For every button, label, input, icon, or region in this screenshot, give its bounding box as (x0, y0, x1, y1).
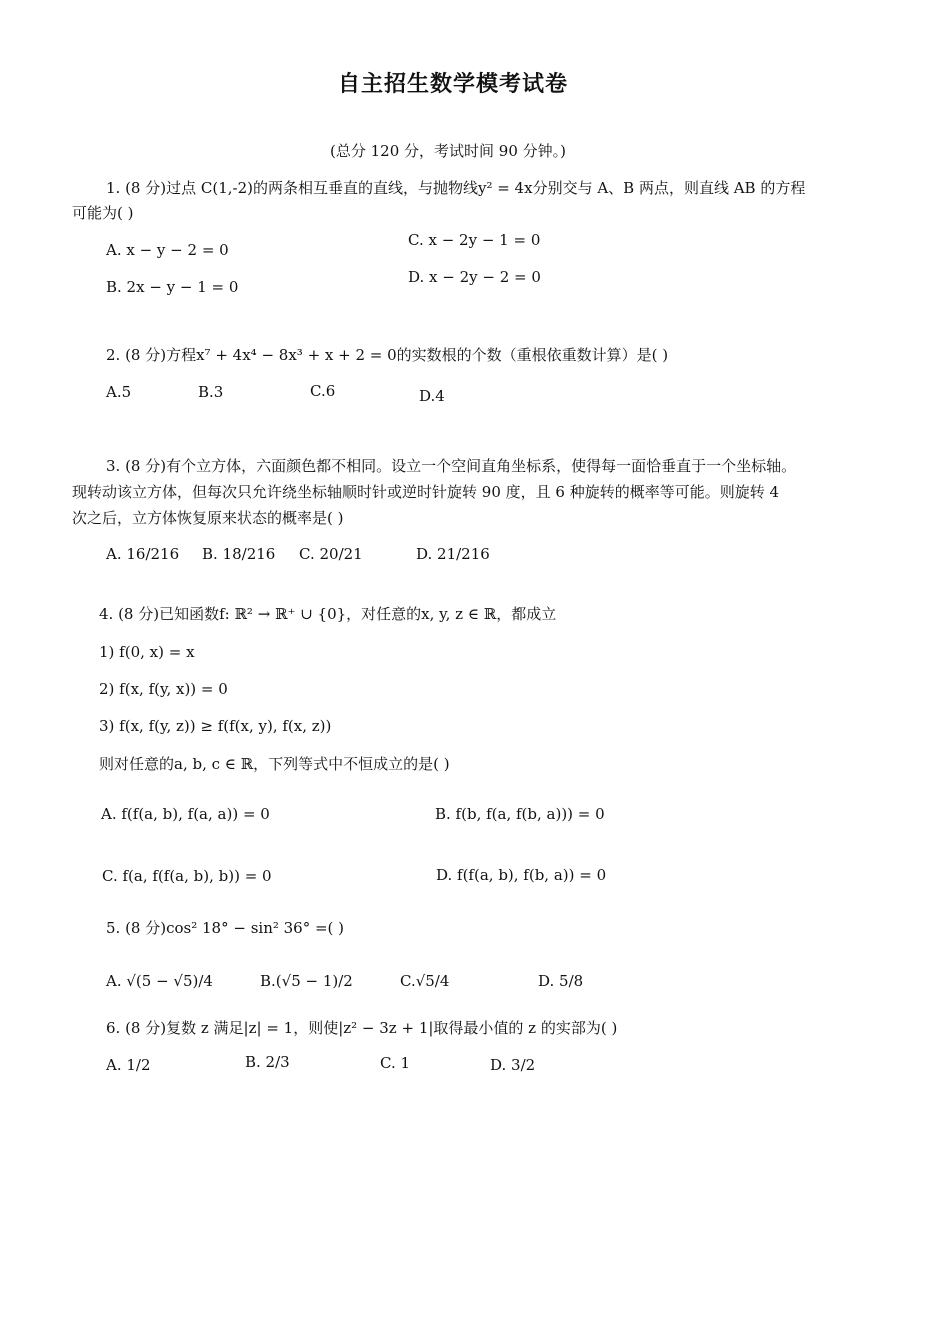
question-6-option-c: C. 1 (380, 1054, 411, 1072)
question-2-stem: 2. (8 分)方程x⁷ + 4x⁴ − 8x³ + x + 2 = 0的实数根的个数（重根依重数计算）是( ) (106, 346, 669, 364)
question-1-option-a: A. x − y − 2 = 0 (106, 241, 229, 259)
question-4-condition-2: 2) f(x, f(y, x)) = 0 (99, 680, 228, 698)
question-6-stem: 6. (8 分)复数 z 满足|z| = 1，则使|z² − 3z + 1|取得最小值的 z 的实部为( ) (106, 1019, 618, 1037)
question-5-stem: 5. (8 分)cos² 18° − sin² 36° =( ) (106, 919, 345, 937)
question-4-option-c: C. f(a, f(f(a, b), b)) = 0 (102, 867, 272, 885)
question-4-option-a: A. f(f(a, b), f(a, a)) = 0 (101, 805, 270, 823)
question-5-option-c: C.√5/4 (400, 972, 450, 990)
question-1-stem-line2: 可能为( ) (72, 204, 134, 222)
question-2-option-a: A.5 (106, 383, 132, 401)
question-3-stem-line2: 现转动该立方体，但每次只允许绕坐标轴顺时针或逆时针旋转 90 度，且 6 种旋转的概率等可能。则旋转 4 (72, 483, 780, 501)
question-2-option-c: C.6 (310, 382, 336, 400)
question-6-option-b: B. 2/3 (245, 1053, 290, 1071)
question-4-stem: 4. (8 分)已知函数f: ℝ² → ℝ⁺ ∪ {0}，对任意的x, y, z ∈ ℝ，都成立 (99, 605, 557, 623)
question-3-option-c: C. 20/21 (299, 545, 363, 563)
question-5-option-b: B.(√5 − 1)/2 (260, 972, 353, 990)
question-3-stem-line1: 3. (8 分)有个立方体，六面颜色都不相同。设立一个空间直角坐标系，使得每一面恰垂直于一个坐标轴。 (106, 457, 797, 475)
question-5-option-a: A. √(5 − √5)/4 (106, 972, 213, 990)
question-2-option-d: D.4 (419, 387, 445, 405)
page-title: 自主招生数学模考试卷 (338, 71, 569, 97)
question-6-option-d: D. 3/2 (490, 1056, 536, 1074)
question-3-stem-line3: 次之后，立方体恢复原来状态的概率是( ) (72, 509, 344, 527)
question-4-option-d: D. f(f(a, b), f(b, a)) = 0 (436, 866, 607, 884)
question-3-option-d: D. 21/216 (416, 545, 490, 563)
question-1-option-d: D. x − 2y − 2 = 0 (408, 268, 541, 286)
question-5-option-d: D. 5/8 (538, 972, 584, 990)
question-1-option-b: B. 2x − y − 1 = 0 (106, 278, 239, 296)
question-1-option-c: C. x − 2y − 1 = 0 (408, 231, 541, 249)
question-4-condition-1: 1) f(0, x) = x (99, 643, 195, 661)
exam-info: (总分 120 分，考试时间 90 分钟。) (330, 142, 566, 160)
question-4-ask: 则对任意的a, b, c ∈ ℝ，下列等式中不恒成立的是( ) (99, 755, 450, 773)
question-3-option-a: A. 16/216 (106, 545, 180, 563)
question-6-option-a: A. 1/2 (106, 1056, 151, 1074)
question-4-condition-3: 3) f(x, f(y, z)) ≥ f(f(x, y), f(x, z)) (99, 717, 332, 735)
question-2-option-b: B.3 (198, 383, 224, 401)
question-3-option-b: B. 18/216 (202, 545, 276, 563)
question-4-option-b: B. f(b, f(a, f(b, a))) = 0 (435, 805, 605, 823)
question-1-stem-line1: 1. (8 分)过点 C(1,-2)的两条相互垂直的直线，与抛物线y² = 4x分别交与 A、B 两点，则直线 AB 的方程 (106, 179, 806, 197)
